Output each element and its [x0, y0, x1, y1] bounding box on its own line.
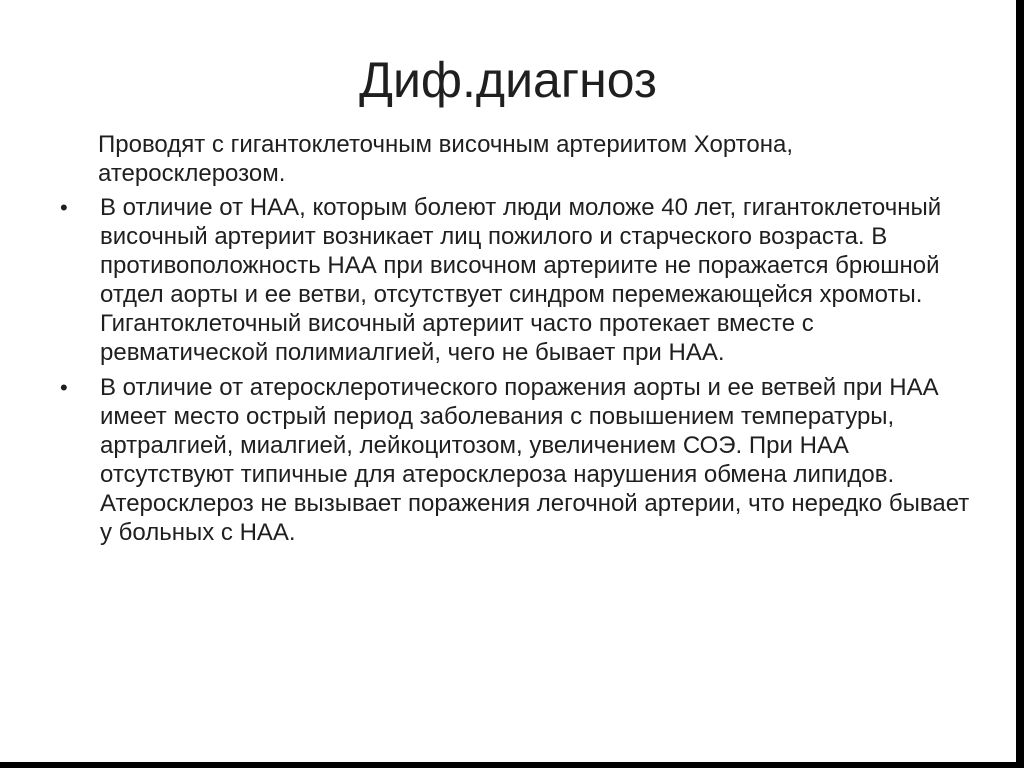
bullet-item	[58, 373, 978, 547]
slide-body	[58, 130, 978, 553]
bullet-marker: •	[60, 195, 68, 220]
bullet-text: В отличие от НАА, которым болеют люди моложе 40 лет, гигантоклеточный височный артериит возникает лиц пожилого и старческого возраста. В противоположность НАА при височном артериите не поражается брюшной отдел аорты и ее ветви, отсутствует синдром перемежающейся хромоты. Гигантоклеточный височный артериит часто протекает вместе с ревматической полимиалгией, чего не бывает при НАА.	[100, 194, 942, 366]
bullet-item	[58, 193, 978, 367]
intro-paragraph: Проводят с гигантоклеточным височным артериитом Хортона, атеросклерозом.	[98, 131, 793, 187]
slide-title: Диф.диагноз	[359, 52, 657, 108]
bullet-text: В отличие от атеросклеротического поражения аорты и ее ветвей при НАА имеет место острый период заболевания с повышением температуры, артралгией, миалгией, лейкоцитозом, увеличением СОЭ. При НАА отсутствуют типичные для атеросклероза нарушения обмена липидов. Атеросклероз не вызывает поражения легочной артерии, что нередко бывает у больных с НАА.	[100, 374, 970, 546]
bullet-marker: •	[60, 375, 68, 400]
